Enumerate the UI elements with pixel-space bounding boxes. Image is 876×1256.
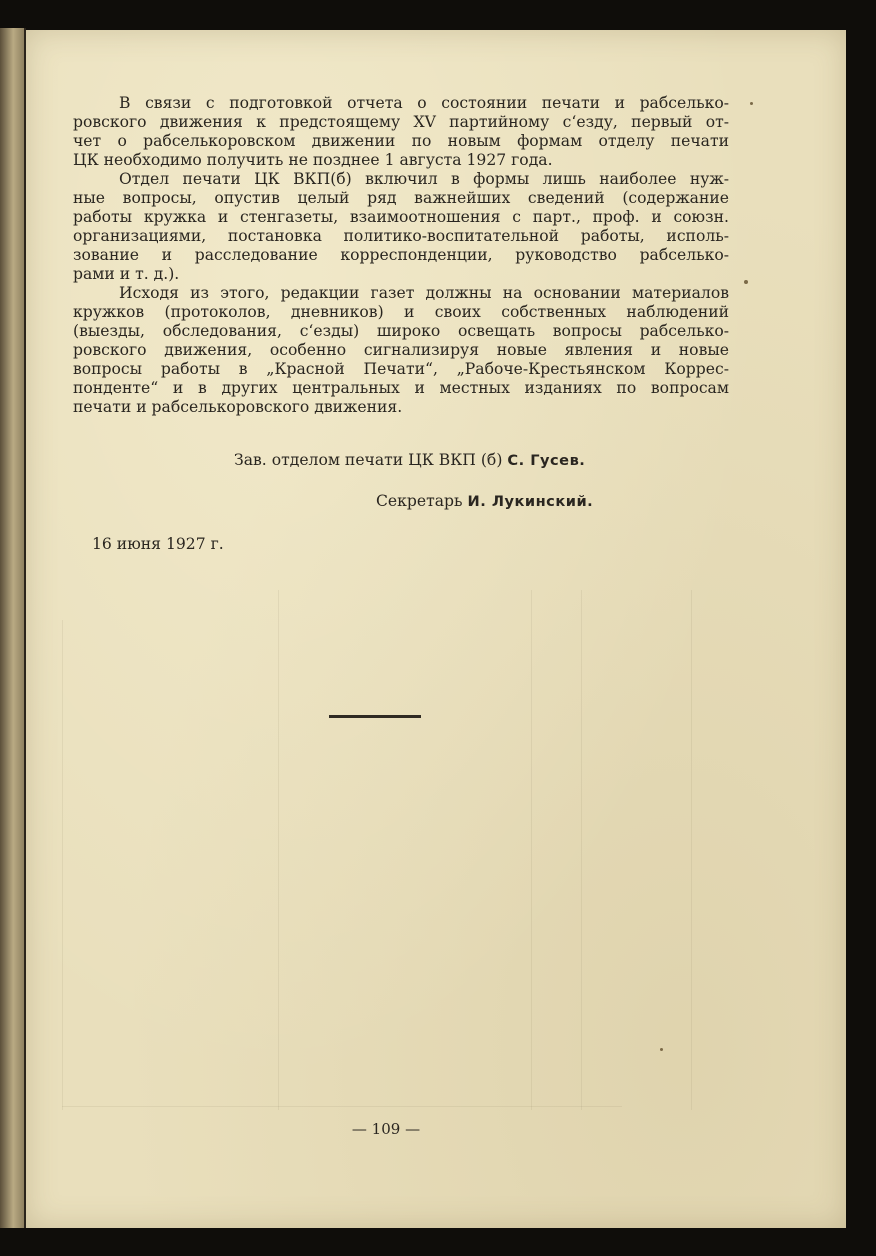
signature-secretary bbox=[376, 492, 593, 510]
bleed-through-line bbox=[62, 1106, 622, 1107]
bleed-through-line bbox=[691, 590, 692, 1110]
paragraph-line: ровского движения, особенно сигнализируя новые явления и новые bbox=[73, 341, 729, 359]
bleed-through-line bbox=[531, 590, 532, 1110]
paragraph-line: В связи с подготовкой отчета о состоянии печати и рабселько- bbox=[119, 94, 729, 112]
document-page bbox=[26, 30, 846, 1228]
bleed-through-line bbox=[62, 620, 63, 1110]
paragraph-line: ЦК необходимо получить не позднее 1 августа 1927 года. bbox=[73, 151, 553, 169]
paper-speck bbox=[660, 1048, 663, 1051]
previous-page-edge bbox=[0, 28, 26, 1228]
paragraph-line: понденте“ и в других центральных и местных изданиях по вопросам bbox=[73, 379, 729, 397]
signature-head-of-press-department bbox=[234, 451, 585, 469]
paragraph-line: зование и расследование корреспонденции, руководство рабселько- bbox=[73, 246, 729, 264]
signature-role: Зав. отделом печати ЦК ВКП (б) bbox=[234, 451, 503, 469]
paragraph-line: печати и рабселькоровского движения. bbox=[73, 398, 403, 416]
signature-name: С. Гусев. bbox=[507, 452, 586, 469]
document-date: 16 июня 1927 г. bbox=[92, 535, 224, 553]
bleed-through-line bbox=[581, 590, 582, 1110]
paper-speck bbox=[750, 102, 753, 105]
paragraph-line: рами и т. д.). bbox=[73, 265, 180, 283]
paragraph-line: (выезды, обследования, с‘езды) широко освещать вопросы рабселько- bbox=[73, 322, 729, 340]
paragraph-line: Отдел печати ЦК ВКП(б) включил в формы лишь наиболее нуж- bbox=[119, 170, 729, 188]
body-text bbox=[73, 94, 729, 417]
bleed-through-line bbox=[278, 590, 279, 1110]
signature-name: И. Лукинский. bbox=[467, 493, 594, 510]
paragraph-line: ровского движения к предстоящему XV партийному с‘езду, первый от- bbox=[73, 113, 729, 131]
paragraph-line: кружков (протоколов, дневников) и своих собственных наблюдений bbox=[73, 303, 729, 321]
page-number: — 109 — bbox=[351, 1120, 421, 1138]
paper-speck bbox=[744, 280, 748, 284]
paragraph-line: чет о рабселькоровском движении по новым формам отделу печати bbox=[73, 132, 729, 150]
paragraph-line: Исходя из этого, редакции газет должны на основании материалов bbox=[119, 284, 729, 302]
paragraph-line: работы кружка и стенгазеты, взаимоотношения с парт., проф. и союзн. bbox=[73, 208, 729, 226]
signature-role: Секретарь bbox=[376, 492, 463, 510]
paragraph-line: организациями, постановка политико-воспитательной работы, исполь- bbox=[73, 227, 729, 245]
paragraph-line: вопросы работы в „Красной Печати“, „Рабоче-Крестьянском Коррес- bbox=[73, 360, 729, 378]
paragraph-line: ные вопросы, опустив целый ряд важнейших сведений (содержание bbox=[73, 189, 729, 207]
section-divider bbox=[329, 715, 421, 718]
